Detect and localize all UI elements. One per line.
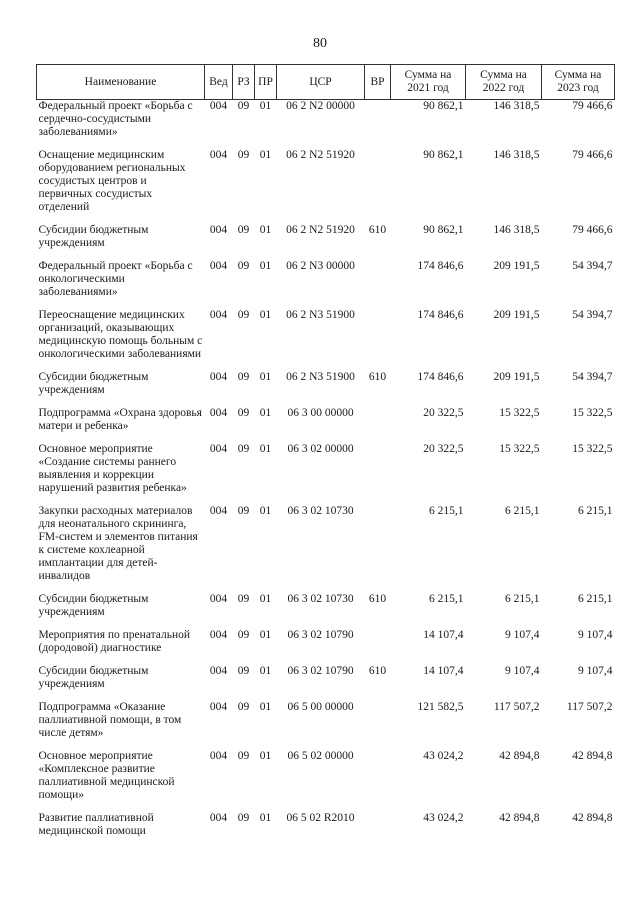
row-csr: 06 5 02 00000	[287, 750, 354, 762]
row-rz: 09	[237, 149, 250, 161]
row-sum-2022: 209 191,5	[493, 260, 540, 272]
row-sum-2022: 209 191,5	[493, 309, 540, 321]
row-sum-2021: 174 846,6	[417, 309, 464, 321]
row-sum-2021: 90 862,1	[423, 224, 464, 236]
row-csr: 06 3 02 10730	[287, 505, 354, 517]
row-csr: 06 3 02 00000	[287, 443, 354, 455]
row-vr: 610	[368, 593, 387, 605]
row-sum-2021: 43 024,2	[423, 812, 464, 824]
row-pr: 01	[259, 750, 272, 762]
row-csr: 06 3 02 10790	[287, 665, 354, 677]
row-sum-2021: 6 215,1	[429, 505, 464, 517]
table-row	[37, 750, 615, 812]
row-sum-2021: 90 862,1	[423, 100, 464, 112]
row-pr: 01	[259, 224, 272, 236]
row-sum-2022: 15 322,5	[499, 443, 540, 455]
row-csr: 06 5 00 00000	[287, 701, 354, 713]
table-body	[37, 100, 615, 849]
row-pr: 01	[259, 149, 272, 161]
row-name: Федеральный проект «Борьба с онкологическими заболеваниями»	[38, 260, 193, 298]
row-rz: 09	[237, 629, 250, 641]
row-ved: 004	[209, 149, 228, 161]
row-vr	[365, 149, 391, 224]
row-vr	[365, 443, 391, 505]
row-sum-2023: 9 107,4	[578, 629, 613, 641]
row-ved: 004	[209, 665, 228, 677]
row-sum-2023: 54 394,7	[572, 371, 613, 383]
row-vr	[365, 260, 391, 309]
row-sum-2022: 6 215,1	[505, 593, 540, 605]
row-vr: 610	[368, 371, 387, 383]
row-name: Основное мероприятие «Создание системы раннего выявления и коррекции нарушений развития ребенка»	[38, 443, 187, 494]
row-rz: 09	[237, 505, 250, 517]
table-row	[37, 371, 615, 407]
row-pr: 01	[259, 593, 272, 605]
row-name: Субсидии бюджетным учреждениям	[38, 224, 149, 249]
row-sum-2023: 6 215,1	[578, 505, 613, 517]
table-row	[37, 701, 615, 750]
row-name: Закупки расходных материалов для неонатального скрининга, FM-систем и элементов питания к системе кохлеарной имплантации для детей-инвалидов	[38, 505, 198, 582]
row-sum-2023: 6 215,1	[578, 593, 613, 605]
row-rz: 09	[237, 812, 250, 824]
row-vr: 610	[368, 665, 387, 677]
row-sum-2021: 14 107,4	[423, 665, 464, 677]
table-row	[37, 224, 615, 260]
row-sum-2023: 9 107,4	[578, 665, 613, 677]
header-pr: ПР	[255, 65, 277, 100]
row-ved: 004	[209, 224, 228, 236]
row-name: Субсидии бюджетным учреждениям	[38, 371, 149, 396]
row-ved: 004	[209, 407, 228, 419]
row-pr: 01	[259, 100, 272, 112]
table-row	[37, 100, 615, 150]
row-ved: 004	[209, 593, 228, 605]
row-pr: 01	[259, 629, 272, 641]
row-sum-2022: 6 215,1	[505, 505, 540, 517]
row-sum-2021: 43 024,2	[423, 750, 464, 762]
row-rz: 09	[237, 260, 250, 272]
row-csr: 06 2 N2 51920	[286, 149, 355, 161]
row-ved: 004	[209, 750, 228, 762]
row-csr: 06 2 N2 00000	[286, 100, 355, 112]
row-vr	[365, 701, 391, 750]
row-sum-2021: 174 846,6	[417, 260, 464, 272]
row-rz: 09	[237, 593, 250, 605]
table-row	[37, 505, 615, 593]
header-rz: РЗ	[233, 65, 255, 100]
row-ved: 004	[209, 701, 228, 713]
row-name: Оснащение медицинским оборудованием региональных сосудистых центров и первичных сосудистых отделений	[38, 149, 186, 213]
header-sum-2021: Сумма на 2021 год	[391, 65, 466, 100]
row-rz: 09	[237, 371, 250, 383]
row-csr: 06 3 00 00000	[287, 407, 354, 419]
row-pr: 01	[259, 701, 272, 713]
row-rz: 09	[237, 224, 250, 236]
header-csr: ЦСР	[277, 65, 365, 100]
row-sum-2022: 42 894,8	[499, 812, 540, 824]
row-ved: 004	[209, 100, 228, 112]
row-name: Переоснащение медицинских организаций, оказывающих медицинскую помощь больным с онкологическими заболеваниями	[38, 309, 203, 360]
row-sum-2021: 14 107,4	[423, 629, 464, 641]
row-ved: 004	[209, 629, 228, 641]
row-vr	[365, 100, 391, 150]
row-sum-2022: 146 318,5	[493, 224, 540, 236]
row-name: Подпрограмма «Оказание паллиативной помощи, в том числе детям»	[38, 701, 182, 739]
row-sum-2023: 79 466,6	[572, 149, 613, 161]
row-sum-2022: 146 318,5	[493, 149, 540, 161]
row-name: Развитие паллиативной медицинской помощи	[38, 812, 154, 837]
row-sum-2023: 15 322,5	[572, 407, 613, 419]
row-sum-2023: 15 322,5	[572, 443, 613, 455]
row-sum-2023: 42 894,8	[572, 812, 613, 824]
row-sum-2022: 9 107,4	[505, 665, 540, 677]
row-sum-2021: 174 846,6	[417, 371, 464, 383]
row-rz: 09	[237, 309, 250, 321]
row-pr: 01	[259, 260, 272, 272]
row-sum-2021: 90 862,1	[423, 149, 464, 161]
row-sum-2021: 6 215,1	[429, 593, 464, 605]
row-pr: 01	[259, 309, 272, 321]
row-ved: 004	[209, 309, 228, 321]
row-ved: 004	[209, 812, 228, 824]
row-sum-2023: 117 507,2	[566, 701, 613, 713]
row-rz: 09	[237, 443, 250, 455]
table-row	[37, 593, 615, 629]
row-sum-2023: 54 394,7	[572, 309, 613, 321]
row-sum-2022: 15 322,5	[499, 407, 540, 419]
table-row	[37, 665, 615, 701]
row-pr: 01	[259, 665, 272, 677]
row-name: Федеральный проект «Борьба с сердечно-сосудистыми заболеваниями»	[38, 100, 193, 138]
row-csr: 06 2 N3 51900	[286, 371, 355, 383]
table-row	[37, 407, 615, 443]
row-csr: 06 5 02 R2010	[286, 812, 355, 824]
row-rz: 09	[237, 407, 250, 419]
header-name: Наименование	[37, 65, 205, 100]
row-ved: 004	[209, 260, 228, 272]
table-row	[37, 443, 615, 505]
row-vr: 610	[368, 224, 387, 236]
row-vr	[365, 750, 391, 812]
budget-table	[36, 64, 615, 848]
table-header-row	[37, 65, 615, 100]
row-sum-2021: 20 322,5	[423, 407, 464, 419]
row-name: Субсидии бюджетным учреждениям	[38, 665, 149, 690]
row-csr: 06 3 02 10730	[287, 593, 354, 605]
row-sum-2022: 117 507,2	[493, 701, 540, 713]
row-rz: 09	[237, 100, 250, 112]
row-rz: 09	[237, 750, 250, 762]
row-sum-2023: 79 466,6	[572, 224, 613, 236]
row-pr: 01	[259, 407, 272, 419]
header-sum-2023: Сумма на 2023 год	[542, 65, 615, 100]
row-ved: 004	[209, 443, 228, 455]
page-number: 80	[313, 36, 327, 51]
row-vr	[365, 629, 391, 665]
table-row	[37, 260, 615, 309]
row-pr: 01	[259, 443, 272, 455]
row-csr: 06 2 N3 51900	[286, 309, 355, 321]
row-vr	[365, 505, 391, 593]
row-vr	[365, 309, 391, 371]
row-name: Основное мероприятие «Комплексное развитие паллиативной медицинской помощи»	[38, 750, 175, 801]
row-sum-2023: 42 894,8	[572, 750, 613, 762]
row-sum-2023: 54 394,7	[572, 260, 613, 272]
row-name: Субсидии бюджетным учреждениям	[38, 593, 149, 618]
row-csr: 06 2 N2 51920	[286, 224, 355, 236]
row-sum-2023: 79 466,6	[572, 100, 613, 112]
header-sum-2022: Сумма на 2022 год	[466, 65, 542, 100]
row-vr	[365, 812, 391, 848]
row-name: Мероприятия по пренатальной (дородовой) диагностике	[38, 629, 191, 654]
row-csr: 06 3 02 10790	[287, 629, 354, 641]
row-sum-2022: 42 894,8	[499, 750, 540, 762]
table-row	[37, 812, 615, 848]
table-row	[37, 149, 615, 224]
table-row	[37, 309, 615, 371]
row-sum-2022: 146 318,5	[493, 100, 540, 112]
row-rz: 09	[237, 665, 250, 677]
row-name: Подпрограмма «Охрана здоровья матери и ребенка»	[38, 407, 202, 432]
row-rz: 09	[237, 701, 250, 713]
row-sum-2021: 121 582,5	[417, 701, 464, 713]
header-vr: ВР	[365, 65, 391, 100]
row-csr: 06 2 N3 00000	[286, 260, 355, 272]
row-vr	[365, 407, 391, 443]
row-sum-2021: 20 322,5	[423, 443, 464, 455]
header-ved: Вед	[205, 65, 233, 100]
row-ved: 004	[209, 371, 228, 383]
row-sum-2022: 209 191,5	[493, 371, 540, 383]
row-pr: 01	[259, 812, 272, 824]
row-pr: 01	[259, 371, 272, 383]
table-row	[37, 629, 615, 665]
row-ved: 004	[209, 505, 228, 517]
row-sum-2022: 9 107,4	[505, 629, 540, 641]
row-pr: 01	[259, 505, 272, 517]
